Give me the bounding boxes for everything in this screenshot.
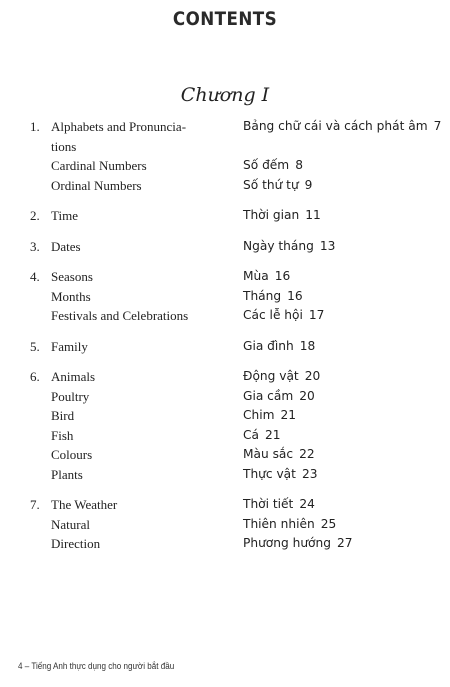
entry-english-title: Seasons [51, 269, 93, 284]
entry-english-title: Family [51, 338, 88, 354]
entry-vietnamese-title: Thiên nhiên [243, 516, 315, 531]
entry-vietnamese-title: Các lễ hội [243, 308, 303, 322]
entry-english-title: Poultry [51, 388, 90, 404]
toc-section [0, 239, 450, 259]
toc-entry [0, 447, 450, 467]
page-number: 25 [320, 516, 337, 531]
toc-entry [0, 139, 450, 159]
entry-vietnamese-title-group [243, 208, 321, 222]
entry-vietnamese-title-group [243, 467, 317, 481]
entry-vietnamese-title: Phương hướng [243, 536, 331, 550]
section-number: 5. [30, 338, 40, 354]
entry-vietnamese-title: Số đếm [243, 158, 290, 172]
entry-vietnamese-title: Gia cầm [243, 388, 294, 403]
entry-english-title: Plants [51, 466, 83, 482]
toc-entry [0, 467, 450, 487]
toc-entry [0, 158, 450, 178]
page-number: 16 [287, 288, 303, 303]
toc-entry [0, 178, 450, 198]
chapter-heading: Chương I [180, 84, 270, 106]
toc-entry [0, 339, 450, 359]
entry-vietnamese-title: Bảng chữ cái và cách phát âm [243, 119, 428, 133]
entry-english-title: Bird [51, 408, 75, 423]
entry-english-title: Cardinal Numbers [51, 158, 147, 173]
toc-entry [0, 208, 450, 228]
page-number: 18 [299, 338, 316, 353]
toc-section [0, 119, 450, 197]
toc-entry [0, 497, 450, 517]
section-number: 4. [30, 269, 40, 284]
toc-entry [0, 289, 450, 309]
entry-vietnamese-title: Thời gian [243, 208, 300, 222]
entry-vietnamese-title-group [243, 447, 315, 461]
entry-english-title: The Weather [51, 497, 118, 512]
toc-section [0, 339, 450, 359]
toc-entry [0, 369, 450, 389]
entry-vietnamese-title-group [243, 239, 335, 253]
toc-entry [0, 239, 450, 259]
entry-vietnamese-title: Động vật [243, 369, 299, 383]
entry-english-title: Direction [51, 536, 101, 551]
page-number: 23 [301, 466, 318, 481]
entry-english-title: Festivals and Celebrations [51, 308, 189, 323]
entry-english-title: Colours [51, 447, 93, 462]
toc-entry [0, 428, 450, 448]
toc-entry [0, 119, 450, 139]
entry-vietnamese-title-group [243, 269, 290, 283]
toc-entry [0, 517, 450, 537]
entry-english-title: Animals [51, 369, 96, 384]
page-number: 24 [299, 497, 315, 511]
page-number: 13 [319, 238, 336, 253]
entry-english-title: Natural [51, 516, 90, 532]
entry-vietnamese-title: Gia đình [243, 338, 294, 353]
entry-english-title: Dates [51, 238, 81, 254]
entry-vietnamese-title-group [243, 289, 303, 303]
toc-entry [0, 308, 450, 328]
entry-english-title: Ordinal Numbers [51, 177, 142, 193]
entry-vietnamese-title: Thời tiết [243, 497, 294, 511]
toc-section [0, 497, 450, 556]
entry-vietnamese-title: Chim [243, 408, 275, 422]
toc-section [0, 369, 450, 486]
page-number: 20 [299, 388, 315, 403]
entry-vietnamese-title: Mùa [243, 269, 269, 283]
entry-english-title: Fish [51, 427, 74, 443]
page-number: 22 [299, 447, 315, 461]
section-number: 1. [30, 119, 40, 134]
table-of-contents [0, 119, 450, 567]
page-footer: 4 – Tiếng Anh thực dụng cho người bắt đầu [18, 661, 175, 672]
page-number: 7 [433, 119, 442, 133]
toc-entry [0, 269, 450, 289]
entry-vietnamese-title: Thực vật [243, 466, 296, 481]
entry-vietnamese-title: Tháng [243, 288, 282, 303]
entry-vietnamese-title-group [243, 119, 441, 133]
page-number: 16 [274, 269, 291, 283]
entry-vietnamese-title-group [243, 428, 281, 442]
entry-vietnamese-title-group [243, 497, 315, 511]
entry-vietnamese-title-group [243, 517, 336, 531]
page-number: 27 [336, 536, 353, 550]
section-number: 2. [30, 208, 40, 223]
section-number: 6. [30, 369, 40, 384]
entry-vietnamese-title: Số thứ tự [243, 177, 299, 192]
entry-english-title: tions [51, 138, 77, 154]
entry-vietnamese-title-group [243, 389, 315, 403]
entry-english-title: Months [51, 288, 91, 304]
entry-english-title: Alphabets and Pronuncia- [51, 119, 187, 134]
toc-section [0, 269, 450, 328]
entry-vietnamese-title-group [243, 178, 312, 192]
page-number: 11 [305, 208, 321, 222]
entry-vietnamese-title-group [243, 308, 324, 322]
toc-entry [0, 408, 450, 428]
toc-entry [0, 389, 450, 409]
entry-vietnamese-title-group [243, 339, 315, 353]
entry-vietnamese-title-group [243, 536, 352, 550]
entry-vietnamese-title: Màu sắc [243, 447, 294, 461]
section-number: 7. [30, 497, 40, 512]
entry-vietnamese-title: Ngày tháng [243, 238, 314, 253]
section-number: 3. [30, 238, 40, 254]
entry-english-title: Time [51, 208, 78, 223]
entry-vietnamese-title: Cá [243, 427, 259, 442]
page-number: 20 [304, 369, 321, 383]
page-number: 21 [264, 427, 281, 442]
entry-vietnamese-title-group [243, 408, 296, 422]
page-number: 8 [295, 158, 303, 172]
page-number: 21 [280, 408, 297, 422]
contents-heading: CONTENTS [172, 8, 278, 30]
page-number: 9 [304, 177, 313, 192]
entry-vietnamese-title-group [243, 158, 303, 172]
page-number: 17 [308, 308, 325, 322]
entry-vietnamese-title-group [243, 369, 320, 383]
toc-entry [0, 536, 450, 556]
toc-section [0, 208, 450, 228]
